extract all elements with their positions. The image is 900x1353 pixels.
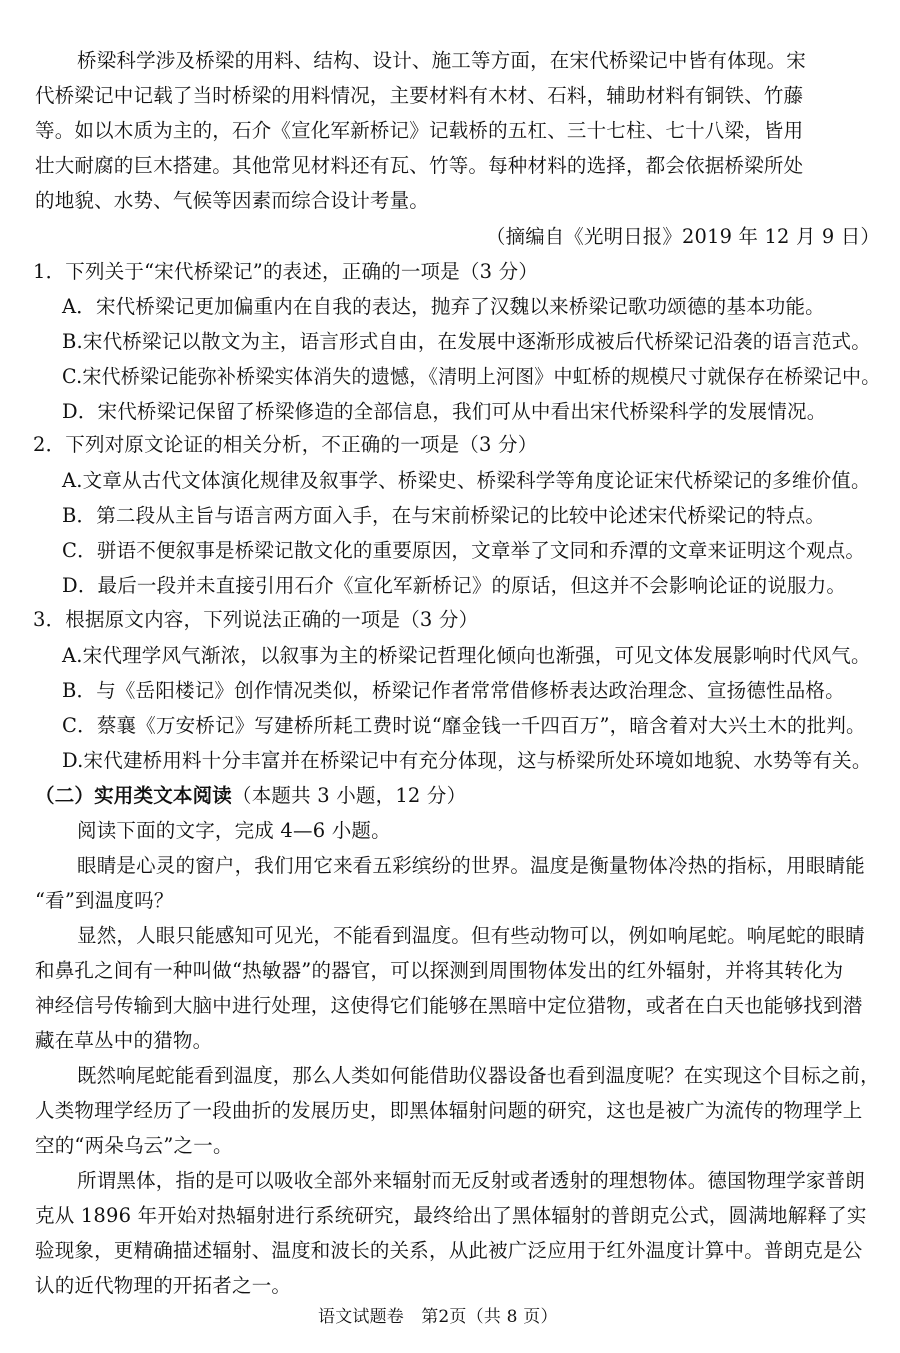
question-option: B．第二段从主旨与语言两方面入手，在与宋前桥梁记的比较中论述宋代桥梁记的特点。 [62, 504, 826, 527]
paragraph-line: 显然，人眼只能感知可见光，不能看到温度。但有些动物可以，例如响尾蛇。响尾蛇的眼睛 [77, 924, 866, 947]
paragraph-line: “看”到温度吗？ [35, 889, 174, 912]
passage-line: 壮大耐腐的巨木搭建。其他常见材料还有瓦、竹等。每种材料的选择，都会依据桥梁所处 [35, 154, 804, 177]
paragraph-line: 神经信号传输到大脑中进行处理，这使得它们能够在黑暗中定位猎物，或者在白天也能够找到潜 [35, 994, 863, 1017]
question-option: C．蔡襄《万安桥记》写建桥所耗工费时说“靡金钱一千四百万”，暗含着对大兴土木的批判。 [62, 714, 866, 737]
paragraph-line: 克从 1896 年开始对热辐射进行系统研究，最终给出了黑体辐射的普朗克公式，圆满地解释了实 [35, 1204, 867, 1227]
question-stem: 1．下列关于“宋代桥梁记”的表述，正确的一项是（3 分） [33, 260, 539, 283]
paragraph-line: 和鼻孔之间有一种叫做“热敏器”的器官，可以探测到周围物体发出的红外辐射，并将其转化为 [35, 959, 844, 982]
passage-line: 桥梁科学涉及桥梁的用料、结构、设计、施工等方面，在宋代桥梁记中皆有体现。宋 [77, 49, 806, 72]
passage-line: 的地貌、水势、气候等因素而综合设计考量。 [35, 189, 430, 212]
section-instruction: 阅读下面的文字，完成 4—6 小题。 [77, 819, 391, 842]
paragraph-line: 眼睛是心灵的窗户，我们用它来看五彩缤纷的世界。温度是衡量物体冷热的指标，用眼睛能 [77, 854, 866, 877]
paragraph-line: 既然响尾蛇能看到温度，那么人类如何能借助仪器设备也看到温度呢？在实现这个目标之前， [77, 1064, 880, 1087]
question-option: B.宋代桥梁记以散文为主，语言形式自由，在发展中逐渐形成被后代桥梁记沿袭的语言范式。 [62, 330, 871, 353]
question-option: A．宋代桥梁记更加偏重内在自我的表达，抛弃了汉魏以来桥梁记歌功颂德的基本功能。 [62, 295, 825, 318]
passage-line: 代桥梁记中记载了当时桥梁的用料情况，主要材料有木材、石料，辅助材料有铜铁、竹藤 [35, 84, 804, 107]
paragraph-line: 藏在草丛中的猎物。 [35, 1029, 213, 1052]
question-option: C.宋代桥梁记能弥补桥梁实体消失的遗憾，《清明上河图》中虹桥的规模尺寸就保存在桥梁记中。 [62, 365, 881, 388]
paragraph-line: 所谓黑体，指的是可以吸收全部外来辐射而无反射或者透射的理想物体。德国物理学家普朗 [77, 1169, 866, 1192]
question-option: B．与《岳阳楼记》创作情况类似，桥梁记作者常常借修桥表达政治理念、宣扬德性品格。 [62, 679, 845, 702]
paragraph-line: 空的“两朵乌云”之一。 [35, 1134, 233, 1157]
question-option: C．骈语不便叙事是桥梁记散文化的重要原因，文章举了文同和乔潭的文章来证明这个观点。 [62, 539, 866, 562]
section-heading [35, 781, 466, 811]
passage-line: 等。如以木质为主的，石介《宣化军新桥记》记载桥的五杠、三十七柱、七十八梁，皆用 [35, 119, 804, 142]
section-heading-title: （二）实用类文本阅读 [35, 784, 233, 807]
question-option: A.文章从古代文体演化规律及叙事学、桥梁史、桥梁科学等角度论证宋代桥梁记的多维价值。 [62, 469, 871, 492]
question-option: D．最后一段并未直接引用石介《宣化军新桥记》的原话，但这并不会影响论证的说服力。 [62, 574, 847, 597]
question-option: D．宋代桥梁记保留了桥梁修造的全部信息，我们可从中看出宋代桥梁科学的发展情况。 [62, 400, 827, 423]
question-option: A.宋代理学风气渐浓，以叙事为主的桥梁记哲理化倾向也渐强，可见文体发展影响时代风气。 [62, 644, 871, 667]
source-citation: （摘编自《光明日报》2019 年 12 月 9 日） [486, 225, 881, 248]
paragraph-line: 认的近代物理的开拓者之一。 [35, 1274, 292, 1297]
paragraph-line: 人类物理学经历了一段曲折的发展历史，即黑体辐射问题的研究，这也是被广为流传的物理学上 [35, 1099, 863, 1122]
question-stem: 3．根据原文内容，下列说法正确的一项是（3 分） [33, 608, 479, 631]
page-footer: 语文试题卷 第2页（共 8 页） [318, 1307, 558, 1327]
question-stem: 2．下列对原文论证的相关分析，不正确的一项是（3 分） [33, 433, 538, 456]
paragraph-line: 验现象，更精确描述辐射、温度和波长的关系，从此被广泛应用于红外温度计算中。普朗克是公 [35, 1239, 863, 1262]
section-heading-note: （本题共 3 小题，12 分） [232, 784, 467, 807]
question-option: D.宋代建桥用料十分丰富并在桥梁记中有充分体现，这与桥梁所处环境如地貌、水势等有关。 [62, 749, 872, 772]
